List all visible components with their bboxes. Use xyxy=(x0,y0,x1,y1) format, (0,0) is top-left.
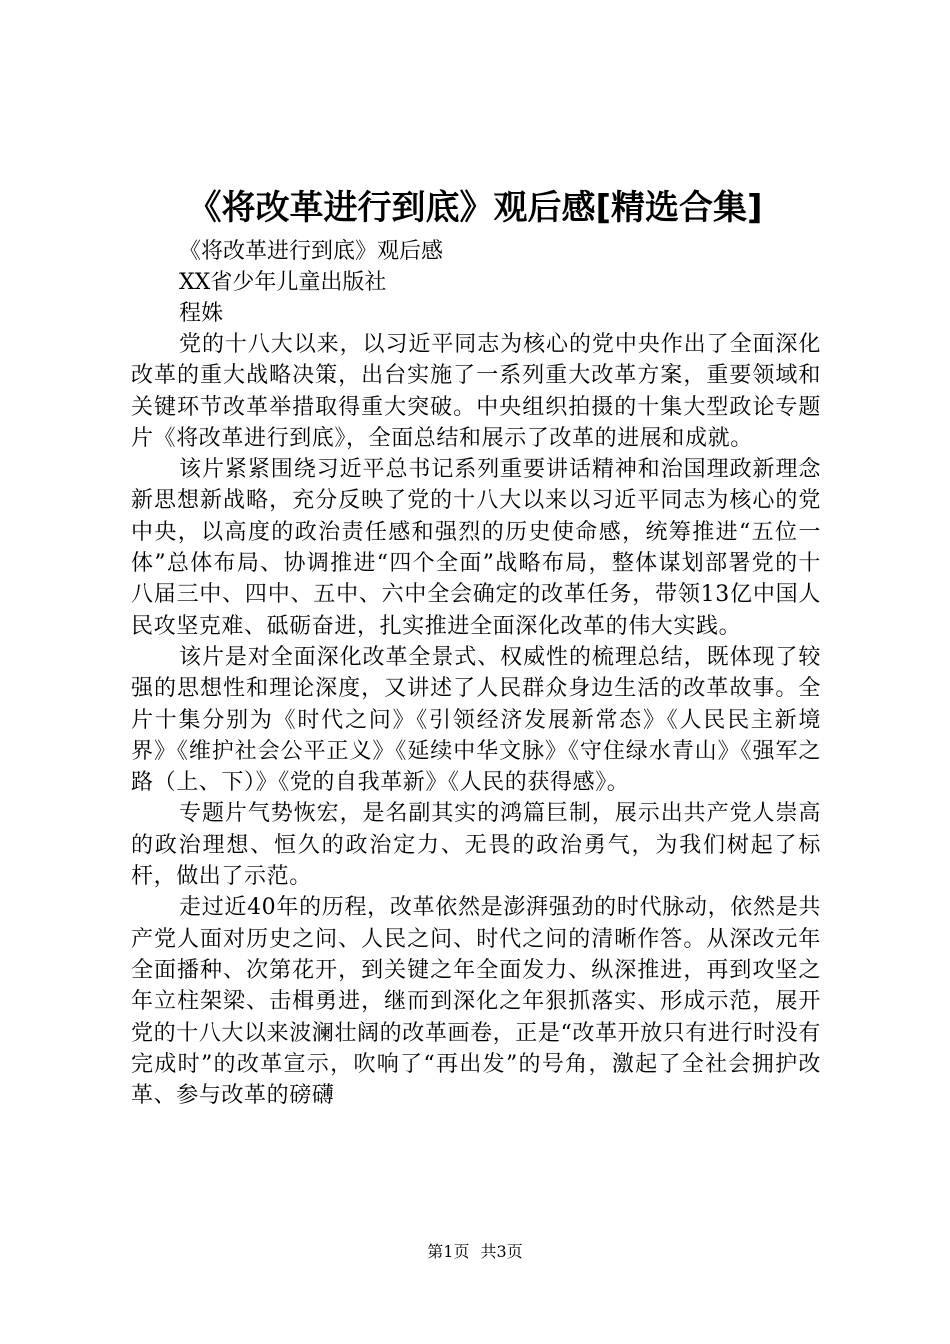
subtitle: 《将改革进行到底》观后感 xyxy=(179,239,444,264)
document-title: 《将改革进行到底》观后感[精选合集] xyxy=(187,188,763,228)
paragraph-3: 该片是对全面深化改革全景式、权威性的梳理总结，既体现了较强的思想性和理论深度，又讲述了人民群众身边生活的改革故事。全片十集分别为《时代之问》《引领经济发展新常态》《人民民主新境界》《维护社会公平正义》《延续中华文脉》《守住绿水青山》《强军之路（上、下）》《党的自我革新》《人民的获得感》。 xyxy=(131,644,821,796)
page-number: 第1页 xyxy=(427,1242,470,1261)
paragraph-2: 该片紧紧围绕习近平总书记系列重要讲话精神和治国理政新理念新思想新战略，充分反映了党的十八大以来以习近平同志为核心的党中央，以高度的政治责任感和强烈的历史使命感，统筹推进“五位一体”总体布局、协调推进“四个全面”战略布局，整体谋划部署党的十八届三中、四中、五中、六中全会确定的改革任务，带领13亿中国人民攻坚克难、砥砺奋进，扎实推进全面深化改革的伟大实践。 xyxy=(131,457,821,639)
paragraph-5: 走过近40年的历程，改革依然是澎湃强劲的时代脉动，依然是共产党人面对历史之问、人民之问、时代之问的清晰作答。从深改元年全面播种、次第花开，到关键之年全面发力、纵深推进，再到攻坚之年立柱架梁、击楫勇进，继而到深化之年狠抓落实、形成示范，展开党的十八大以来波澜壮阔的改革画卷，正是“改革开放只有进行时没有完成时”的改革宣示，吹响了“再出发”的号角，激起了全社会拥护改革、参与改革的磅礴 xyxy=(131,895,821,1109)
page-footer xyxy=(0,1240,950,1264)
document-body xyxy=(131,236,821,1111)
author: 程姝 xyxy=(179,301,224,326)
publisher: XX省少年儿童出版社 xyxy=(179,270,387,295)
page-total: 共3页 xyxy=(480,1242,523,1261)
paragraph-1: 党的十八大以来，以习近平同志为核心的党中央作出了全面深化改革的重大战略决策，出台实施了一系列重大改革方案，重要领域和关键环节改革举措取得重大突破。中央组织拍摄的十集大型政论专题片《将改革进行到底》，全面总结和展示了改革的进展和成就。 xyxy=(131,332,821,451)
paragraph-4: 专题片气势恢宏，是名副其实的鸿篇巨制，展示出共产党人崇高的政治理想、恒久的政治定力、无畏的政治勇气，为我们树起了标杆，做出了示范。 xyxy=(131,801,821,890)
